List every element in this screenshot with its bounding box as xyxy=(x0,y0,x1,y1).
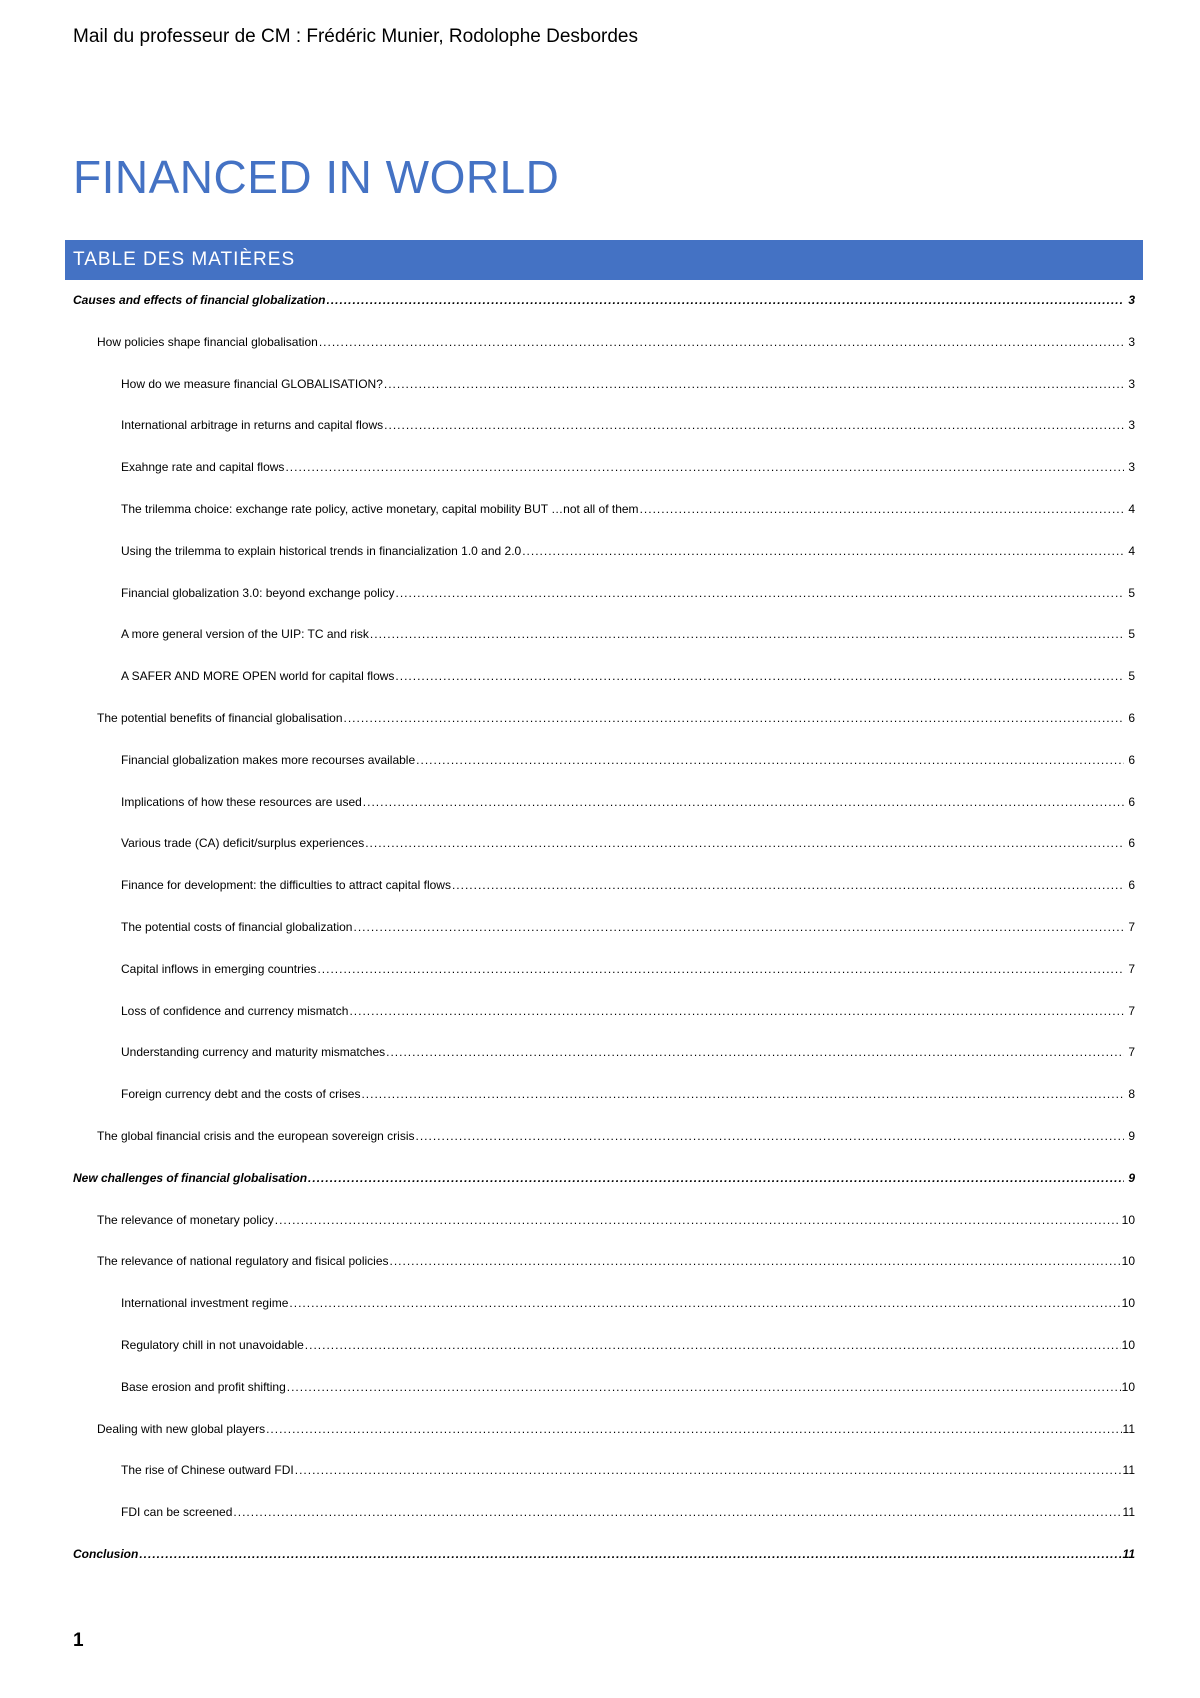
toc-entry-title: International investment regime xyxy=(121,1296,289,1310)
toc-entry[interactable] xyxy=(121,418,1135,442)
toc-leader-dots xyxy=(416,753,1124,767)
toc-entry-title: A SAFER AND MORE OPEN world for capital flows xyxy=(121,669,395,683)
toc-leader-dots xyxy=(365,836,1124,850)
toc-leader-dots xyxy=(640,502,1124,516)
toc-leader-dots xyxy=(287,1380,1121,1394)
toc-entry-title: The trilemma choice: exchange rate policy, active monetary, capital mobility BUT …not all of them xyxy=(121,502,639,516)
toc-entry[interactable] xyxy=(121,753,1135,777)
toc-entry[interactable] xyxy=(97,1422,1135,1446)
toc-entry[interactable] xyxy=(121,836,1135,860)
toc-entry-title: Using the trilemma to explain historical trends in financialization 1.0 and 2.0 xyxy=(121,544,522,558)
toc-entry-title: Finance for development: the difficulties to attract capital flows xyxy=(121,878,451,892)
toc-leader-dots xyxy=(266,1422,1121,1436)
toc-entry-title: Financial globalization makes more recourses available xyxy=(121,753,416,767)
toc-entry-title: Causes and effects of financial globalization xyxy=(73,293,326,307)
toc-heading-banner xyxy=(65,240,1143,280)
toc-leader-dots xyxy=(308,1171,1124,1185)
toc-leader-dots xyxy=(275,1213,1121,1227)
toc-entry-page: 6 xyxy=(1128,878,1135,892)
toc-entry-page: 7 xyxy=(1128,962,1135,976)
toc-leader-dots xyxy=(289,1296,1120,1310)
toc-entry-page: 6 xyxy=(1128,836,1135,850)
toc-leader-dots xyxy=(327,293,1125,307)
toc-entry[interactable] xyxy=(121,962,1135,986)
toc-entry[interactable] xyxy=(97,1129,1135,1153)
toc-entry-page: 10 xyxy=(1121,1296,1135,1310)
toc-entry[interactable] xyxy=(121,502,1135,526)
toc-entry-title: International arbitrage in returns and capital flows xyxy=(121,418,384,432)
toc-entry-page: 11 xyxy=(1122,1422,1135,1436)
toc-leader-dots xyxy=(361,1087,1124,1101)
toc-entry-title: New challenges of financial globalisation xyxy=(73,1171,308,1185)
toc-entry[interactable] xyxy=(121,1338,1135,1362)
toc-entry-title: The potential costs of financial globalization xyxy=(121,920,353,934)
toc-entry-title: How do we measure financial GLOBALISATION? xyxy=(121,377,383,391)
toc-entry-title: The potential benefits of financial globalisation xyxy=(97,711,343,725)
toc-entry-title: How policies shape financial globalisation xyxy=(97,335,318,349)
toc-leader-dots xyxy=(305,1338,1121,1352)
toc-entry-page: 3 xyxy=(1128,293,1135,307)
toc-entry[interactable] xyxy=(121,586,1135,610)
toc-entry[interactable] xyxy=(121,669,1135,693)
toc-entry[interactable] xyxy=(121,1087,1135,1111)
toc-entry-page: 7 xyxy=(1128,1045,1135,1059)
toc-leader-dots xyxy=(295,1463,1122,1477)
toc-entry[interactable] xyxy=(121,460,1135,484)
toc-entry-title: FDI can be screened xyxy=(121,1505,233,1519)
toc-entry-title: Base erosion and profit shifting xyxy=(121,1380,286,1394)
toc-leader-dots xyxy=(139,1547,1121,1561)
toc-entry[interactable] xyxy=(121,1045,1135,1069)
document-title: FINANCED IN WORLD xyxy=(73,151,560,203)
toc-entry[interactable] xyxy=(97,711,1135,735)
toc-entry-page: 5 xyxy=(1128,669,1135,683)
toc-entry-title: Capital inflows in emerging countries xyxy=(121,962,317,976)
toc-leader-dots xyxy=(349,1004,1124,1018)
toc-entry-page: 4 xyxy=(1128,544,1135,558)
toc-entry-page: 9 xyxy=(1128,1171,1135,1185)
toc-leader-dots xyxy=(522,544,1124,558)
toc-entry[interactable] xyxy=(97,1213,1135,1237)
toc-entry-title: Loss of confidence and currency mismatch xyxy=(121,1004,349,1018)
toc-entry[interactable] xyxy=(73,1547,1135,1571)
toc-entry-page: 8 xyxy=(1128,1087,1135,1101)
toc-leader-dots xyxy=(452,878,1124,892)
toc-entry-title: Various trade (CA) deficit/surplus experiences xyxy=(121,836,365,850)
toc-entry-title: Financial globalization 3.0: beyond exchange policy xyxy=(121,586,395,600)
toc-entry-page: 3 xyxy=(1128,460,1135,474)
toc-entry-title: Conclusion xyxy=(73,1547,139,1561)
toc-entry-title: Dealing with new global players xyxy=(97,1422,266,1436)
toc-entry-page: 6 xyxy=(1128,753,1135,767)
toc-entry-page: 10 xyxy=(1121,1380,1135,1394)
toc-entry-page: 10 xyxy=(1121,1338,1135,1352)
toc-entry[interactable] xyxy=(121,544,1135,568)
toc-entry[interactable] xyxy=(121,1004,1135,1028)
toc-entry[interactable] xyxy=(121,1380,1135,1404)
toc-entry-page: 3 xyxy=(1128,418,1135,432)
toc-leader-dots xyxy=(416,1129,1124,1143)
toc-entry-page: 4 xyxy=(1128,502,1135,516)
toc-leader-dots xyxy=(384,418,1124,432)
toc-entry-title: The global financial crisis and the european sovereign crisis xyxy=(97,1129,415,1143)
header-author-line: Mail du professeur de CM : Frédéric Munier, Rodolophe Desbordes xyxy=(73,26,638,47)
toc-leader-dots xyxy=(395,669,1124,683)
toc-entry[interactable] xyxy=(121,377,1135,401)
toc-entry-page: 5 xyxy=(1128,586,1135,600)
toc-leader-dots xyxy=(384,377,1124,391)
toc-leader-dots xyxy=(363,795,1124,809)
toc-entry[interactable] xyxy=(121,795,1135,819)
toc-heading: TABLE DES MATIÈRES xyxy=(73,249,296,270)
toc-leader-dots xyxy=(344,711,1125,725)
toc-leader-dots xyxy=(233,1505,1121,1519)
toc-leader-dots xyxy=(396,586,1124,600)
toc-entry[interactable] xyxy=(121,627,1135,651)
toc-entry[interactable] xyxy=(121,1505,1135,1529)
toc-entry-page: 9 xyxy=(1128,1129,1135,1143)
toc-entry-title: Regulatory chill in not unavoidable xyxy=(121,1338,304,1352)
toc-entry[interactable] xyxy=(121,1296,1135,1320)
toc-entry-title: Exahnge rate and capital flows xyxy=(121,460,285,474)
toc-entry[interactable] xyxy=(73,293,1135,317)
page-number: 1 xyxy=(73,1630,84,1651)
toc-entry-page: 11 xyxy=(1122,1505,1135,1519)
toc-entry-title: The relevance of national regulatory and fisical policies xyxy=(97,1254,389,1268)
toc-leader-dots xyxy=(317,962,1124,976)
toc-entry-title: The relevance of monetary policy xyxy=(97,1213,274,1227)
toc-leader-dots xyxy=(285,460,1124,474)
toc-entry[interactable] xyxy=(121,878,1135,902)
toc-entry-page: 11 xyxy=(1122,1463,1135,1477)
toc-leader-dots xyxy=(390,1254,1121,1268)
toc-entry-page: 7 xyxy=(1128,920,1135,934)
toc-entry[interactable] xyxy=(121,920,1135,944)
toc-entry-title: The rise of Chinese outward FDI xyxy=(121,1463,294,1477)
toc-entry-page: 5 xyxy=(1128,627,1135,641)
toc-entry[interactable] xyxy=(97,335,1135,359)
toc-entry-title: Implications of how these resources are used xyxy=(121,795,362,809)
toc-entry-page: 11 xyxy=(1122,1547,1135,1561)
toc-entry-title: Understanding currency and maturity mismatches xyxy=(121,1045,386,1059)
toc-leader-dots xyxy=(370,627,1124,641)
toc-entry-title: Foreign currency debt and the costs of crises xyxy=(121,1087,361,1101)
toc-entry-page: 7 xyxy=(1128,1004,1135,1018)
toc-leader-dots xyxy=(319,335,1124,349)
toc-entry-title: A more general version of the UIP: TC and risk xyxy=(121,627,369,641)
toc-entry[interactable] xyxy=(73,1171,1135,1195)
toc-entry-page: 6 xyxy=(1128,711,1135,725)
toc-entry-page: 3 xyxy=(1128,335,1135,349)
toc-entry[interactable] xyxy=(97,1254,1135,1278)
toc-entry[interactable] xyxy=(121,1463,1135,1487)
toc-entry-page: 6 xyxy=(1128,795,1135,809)
toc-entry-page: 10 xyxy=(1121,1213,1135,1227)
toc-leader-dots xyxy=(353,920,1124,934)
toc-entry-page: 3 xyxy=(1128,377,1135,391)
toc-leader-dots xyxy=(386,1045,1124,1059)
toc-entry-page: 10 xyxy=(1121,1254,1135,1268)
